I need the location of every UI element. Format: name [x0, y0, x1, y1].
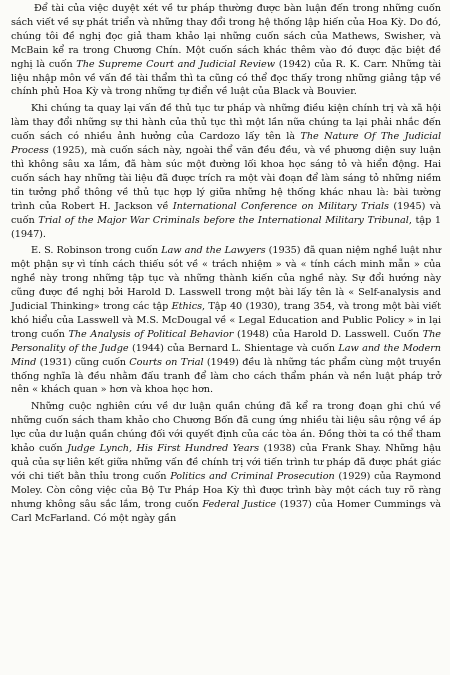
- text-run: , tập 1 (1947).: [11, 214, 442, 240]
- cited-title: The Nature Of The Judicial Process: [11, 131, 441, 157]
- text-run: E. S. Robinson trong cuốn: [31, 245, 162, 257]
- cited-title: Ethics: [171, 301, 203, 313]
- cited-title: The Analysis of Political Behavior: [68, 328, 234, 340]
- paragraph-judicial-process: [11, 102, 441, 241]
- cited-title: The Supreme Court and Judicial Review: [76, 58, 275, 70]
- cited-title: Courts on Trial: [129, 356, 204, 368]
- text-run: , Tập 40 (1930), trang 354, và trong một bài viết khó hiểu của Lasswell và M.S. McDougal về « Legal Education and Public Policy » in lại trong cuốn: [11, 301, 441, 340]
- text-run: (1931) cũng cuốn: [36, 356, 130, 368]
- paragraph-public-opinion: [11, 400, 441, 525]
- text-run: Để tài của việc duyệt xét về tư pháp thường được bàn luận đến trong những cuốn sách viết về sự phát triển và những thay đổi trong hệ thống lập hiến của Hoa Kỳ. Do đó, chúng tôi đề nghị đọc giả tham khảo lại những cuốn sách của Mathews, Swisher, và McBain kể ra trong Chương Chín. Một cuốn sách khác thêm vào đó được đặc biệt đề nghị là cuốn: [11, 3, 441, 70]
- text-run: Những cuộc nghiên cứu về dư luận quần chúng đã kể ra trong đoạn ghi chú về những cuốn sách tham khảo cho Chương Bốn đã cung ứng nhiều tài liệu sâu rộng về áp lực của dư luận quần chúng đối với quyết định của các tòa án. Đồng thời ta có thể tham khảo cuốn: [11, 401, 441, 455]
- text-run: (1949) đều là những tác phẩm cùng một truyền thống nghĩa là đều nhằm đấu tranh để làm cho cách thẩm phán và nền luật pháp trở nên « khách quan » hơn và khoa học hơn.: [11, 356, 441, 396]
- paragraph-judicial-review: [11, 2, 441, 99]
- text-run: (1929) của Raymond Moley. Còn công việc của Bộ Tư Pháp Hoa Kỳ thì được trình bày một cách tuy rõ ràng nhưng không sâu sắc lắm, trong cuốn: [11, 470, 441, 510]
- cited-title: Law and the Lawyers: [161, 245, 266, 257]
- cited-title: Politics and Criminal Prosecution: [170, 470, 335, 482]
- text-run: (1948) của Harold D. Lasswell. Cuốn: [233, 328, 423, 340]
- cited-title: Trial of the Major War Criminals before the International Military Tribunal: [38, 214, 409, 226]
- text-run: (1938) của Frank Shay. Những hậu quả của sự liên kết giữa những vấn đề chính trị với tiến trình tư pháp đã được phát giác với chi tiết bằn thỉu trong cuốn: [11, 443, 441, 482]
- text-run: (1925), mà cuốn sách này, ngoài thể văn đều đều, và về phương diện suy luận thì không sâu xa lắm, đã hàm súc một đường lối khoa học sáng tỏ và hiển động. Hai cuốn sách hay những tài liệu đã được trích ra một vài đoạn để làm sáng tỏ những niềm tin tưởng phổ thông về thủ tục hợp lý giữa những hệ thống khác nhau là: bài tường trình của Robert H. Jackson về: [11, 145, 441, 212]
- cited-title: Law and the Modern Mind: [11, 342, 441, 368]
- paragraph-robinson-lasswell: [11, 244, 441, 397]
- text-run: (1945) và cuốn: [11, 200, 442, 226]
- text-run: (1942) của R. K. Carr. Những tài liệu nhập môn về vấn đề tài thẩm thì ta cũng có thể đọc thấy trong những giảng tập về chính phủ Hoa Kỳ và trong những tự điển về luật của Black và Bouvier.: [11, 58, 441, 98]
- text-run: (1937) của Homer Cummings và Carl McFarland. Có một ngày gần: [11, 498, 442, 524]
- text-run: (1944) của Bernard L. Shientage và cuốn: [128, 342, 339, 354]
- cited-title: The Personality of the Judge: [11, 328, 441, 354]
- cited-title: Judge Lynch, His First Hundred Years: [67, 443, 260, 455]
- cited-title: International Conference on Military Trials: [172, 200, 389, 212]
- text-run: Khi chúng ta quay lại vấn đề thủ tục tư pháp và những điều kiện chính trị và xã hội làm thay đổi những sự thi hành của thủ tục thì một lần nữa chúng ta lại phải nhắc đến cuốn sách có nhiều ảnh hưởng của Cardozo lấy tên là: [11, 103, 441, 143]
- text-run: (1935) đã quan niệm nghề luật như một phận sự vì tính cách thiếu sót về « trách nhiệm » và « tính cách minh mẫn » của nghề này trong những tập tục và những thành kiến của nghề này. Sự đổi hướng này cũng được đề nghị bởi Harold D. Lasswell trong một bài lấy tên là « Self-analysis and Judicial Thinking» trong các tập: [11, 245, 441, 313]
- cited-title: Federal Justice: [202, 498, 277, 510]
